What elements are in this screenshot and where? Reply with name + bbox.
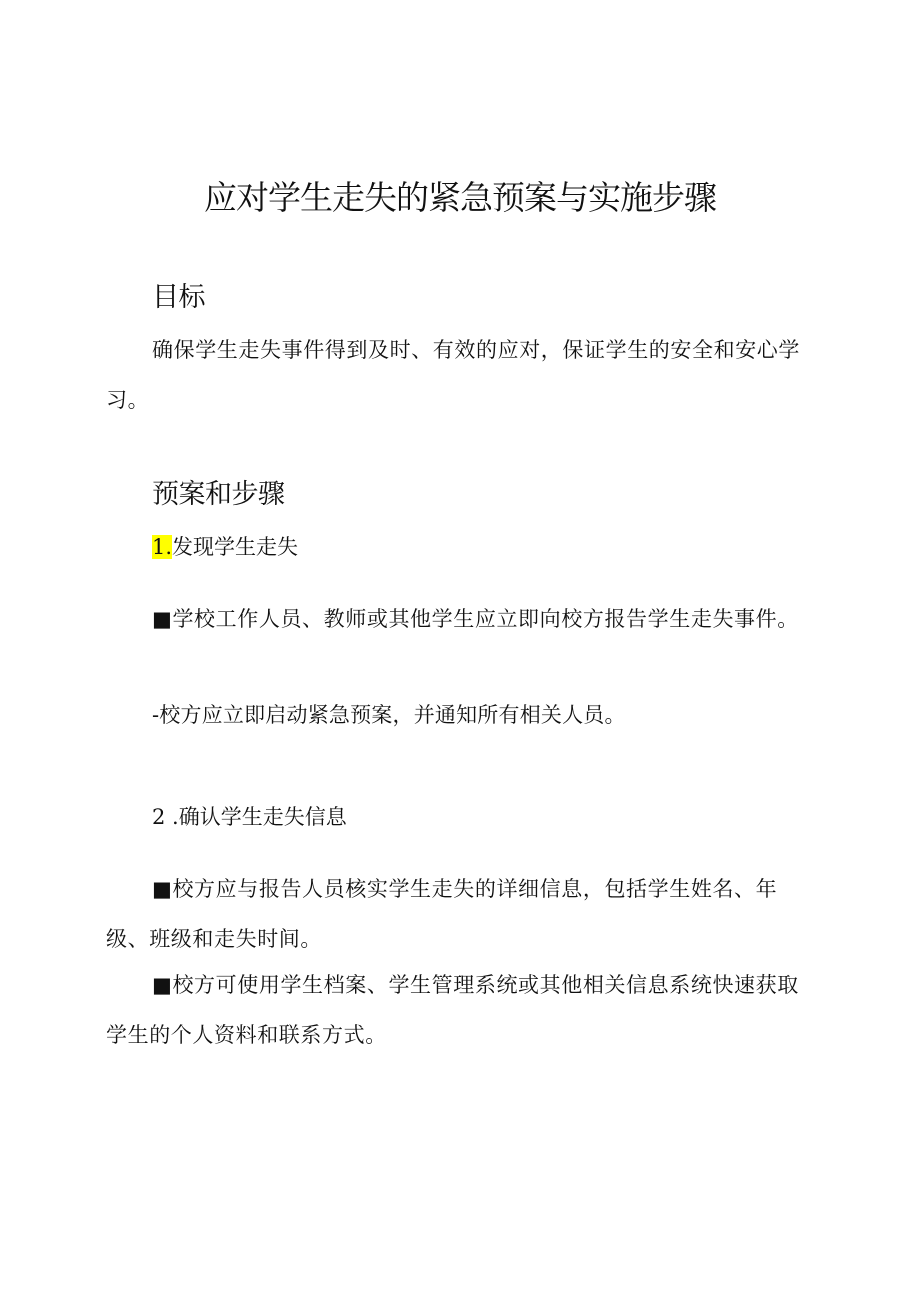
step-2-number: 2 bbox=[152, 805, 166, 829]
step-2-title bbox=[152, 801, 347, 833]
step-2-label: .确认学生走失信息 bbox=[165, 805, 347, 829]
step-2-item-2: ■校方可使用学生档案、学生管理系统或其他相关信息系统快速获取学生的个人资料和联系方式。 bbox=[106, 973, 799, 1047]
goal-paragraph: 确保学生走失事件得到及时、有效的应对，保证学生的安全和安心学习。 bbox=[106, 338, 800, 412]
step-1-label: 发现学生走失 bbox=[172, 535, 299, 559]
document-title: 应对学生走失的紧急预案与实施步骤 bbox=[204, 178, 716, 217]
step-1-title bbox=[152, 531, 298, 563]
heading-goal: 目标 bbox=[152, 282, 205, 313]
step-1-number: 1. bbox=[152, 535, 173, 559]
heading-plan: 预案和步骤 bbox=[152, 479, 285, 510]
step-1-item-1: ■学校工作人员、教师或其他学生应立即向校方报告学生走失事件。 bbox=[152, 607, 799, 631]
step-1-item-2: -校方应立即启动紧急预案，并通知所有相关人员。 bbox=[152, 703, 626, 727]
step-2-item-1: ■校方应与报告人员核实学生走失的详细信息，包括学生姓名、年级、班级和走失时间。 bbox=[106, 877, 778, 951]
